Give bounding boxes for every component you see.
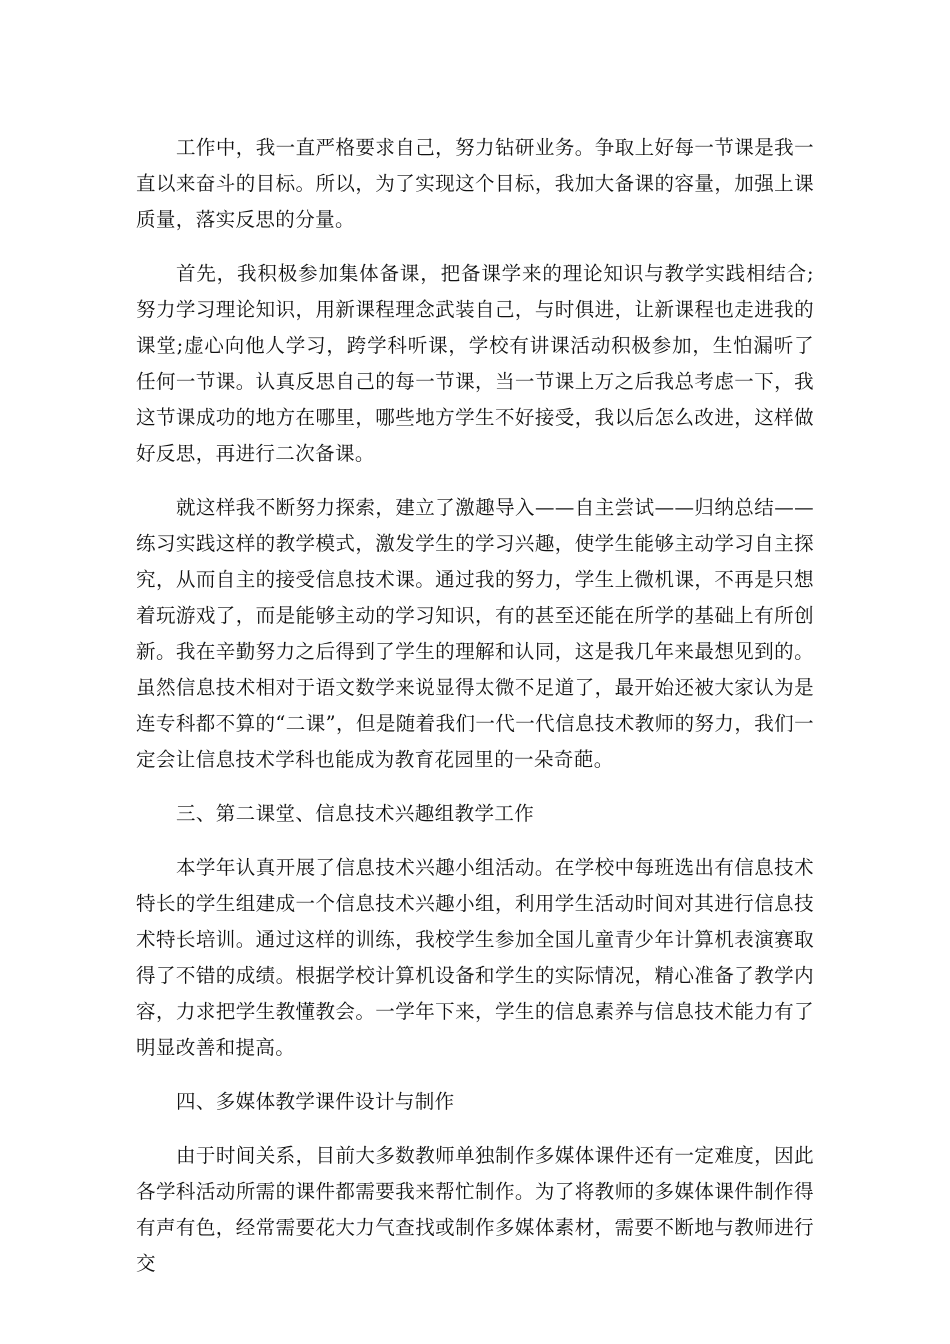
section-heading-interest-group: 三、第二课堂、信息技术兴趣组教学工作: [175, 802, 535, 825]
paragraph-lesson-preparation: 首先，我积极参加集体备课，把备课学来的理论知识与教学实践相结合;努力学习理论知识，用新课程理念武装自己，与时俱进，让新课程也走进我的课堂;虚心向他人学习，跨学科听课，学校有讲课活动积极参加，生怕漏听了任何一节课。认真反思自己的每一节课，当一节课上万之后我总考虑一下，我这节课成功的地方在哪里，哪些地方学生不好接受，我以后怎么改进，这样做好反思，再进行二次备课。: [136, 262, 814, 465]
section-heading-multimedia: 四、多媒体教学课件设计与制作: [175, 1090, 455, 1113]
paragraph-work-attitude: 工作中，我一直严格要求自己，努力钻研业务。争取上好每一节课是我一直以来奋斗的目标。所以，为了实现这个目标，我加大备课的容量，加强上课质量，落实反思的分量。: [136, 136, 814, 231]
paragraph-teaching-model: 就这样我不断努力探索，建立了激趣导入——自主尝试——归纳总结——练习实践这样的教学模式，激发学生的学习兴趣，使学生能够主动学习自主探究，从而自主的接受信息技术课。通过我的努力，学生上微机课，不再是只想着玩游戏了，而是能够主动的学习知识，有的甚至还能在所学的基础上有所创新。我在辛勤努力之后得到了学生的理解和认同，这是我几年来最想见到的。虽然信息技术相对于语文数学来说显得太微不足道了，最开始还被大家认为是连专科都不算的“二课”，但是随着我们一代一代信息技术教师的努力，我们一定会让信息技术学科也能成为教育花园里的一朵奇葩。: [136, 496, 814, 771]
document-body: [136, 130, 814, 1282]
paragraph-interest-group: 本学年认真开展了信息技术兴趣小组活动。在学校中每班选出有信息技术特长的学生组建成一个信息技术兴趣小组，利用学生活动时间对其进行信息技术特长培训。通过这样的训练，我校学生参加全国儿童青少年计算机表演赛取得了不错的成绩。根据学校计算机设备和学生的实际情况，精心准备了教学内容，力求把学生教懂教会。一学年下来，学生的信息素养与信息技术能力有了明显改善和提高。: [136, 856, 814, 1059]
paragraph-multimedia: 由于时间关系，目前大多数教师单独制作多媒体课件还有一定难度，因此各学科活动所需的课件都需要我来帮忙制作。为了将教师的多媒体课件制作得有声有色，经常需要花大力气查找或制作多媒体素材，需要不断地与教师进行交: [136, 1144, 814, 1275]
